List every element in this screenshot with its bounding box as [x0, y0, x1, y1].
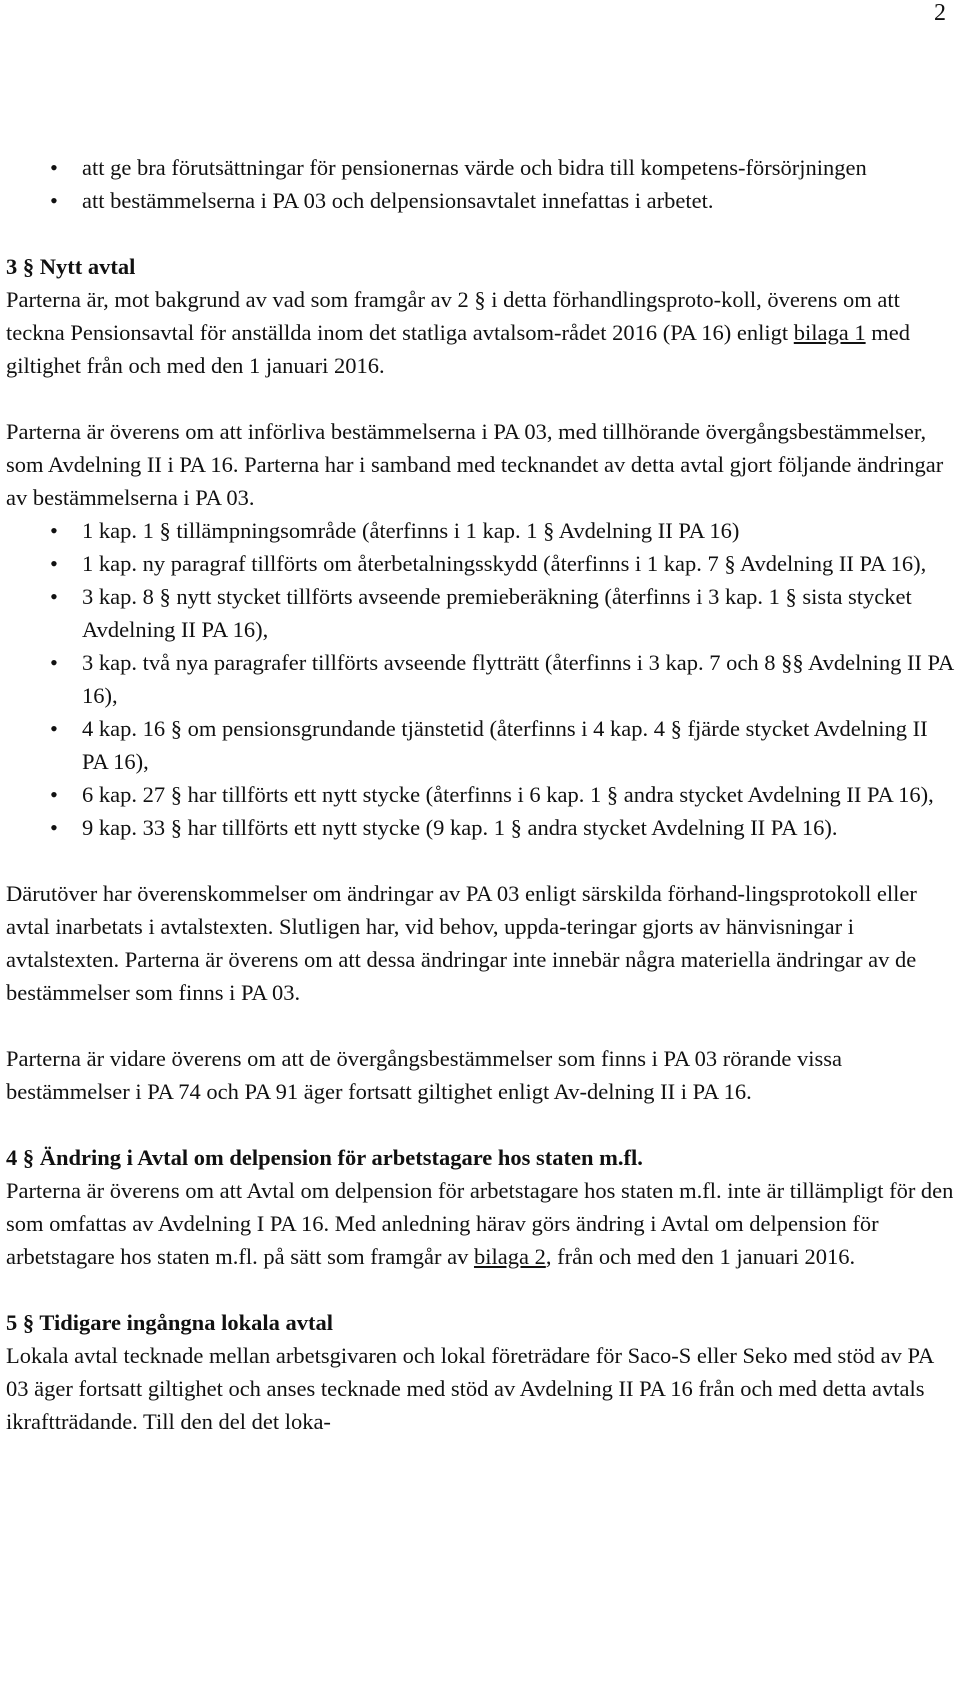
section-5-paragraph-1: Lokala avtal tecknade mellan arbetsgivaren och lokal företrädare för Saco-S eller Seko med stöd av PA 03 äger fortsatt giltighet och anses tecknade med stöd av Avdelning II PA 16 från och med detta avtals ikraftträdande. Till den del det loka- [6, 1343, 933, 1434]
section-3-paragraph-2: Parterna är överens om att införliva bestämmelserna i PA 03, med tillhörande övergångsbestämmelser, som Avdelning II i PA 16. Parterna har i samband med tecknandet av detta avtal gjort följande ändringar av bestämmelserna i PA 03. [6, 419, 944, 510]
section-3-paragraph-1: Parterna är, mot bakgrund av vad som framgår av 2 § i detta förhandlingsproto-koll, överens om att teckna Pensionsavtal för anställda inom det statliga avtalsom-rådet 2016 (PA 16) enligt bilaga 1 med giltighet från och med den 1 januari 2016. [6, 287, 910, 378]
list-item: • 1 kap. 1 § tillämpningsområde (återfinns i 1 kap. 1 § Avdelning II PA 16) [6, 514, 954, 547]
bullet-text: att bestämmelserna i PA 03 och delpensionsavtalet innefattas i arbetet. [82, 188, 714, 213]
list-item: • 3 kap. två nya paragrafer tillförts avseende flytträtt (återfinns i 3 kap. 7 och 8 §§ Avdelning II PA 16), [6, 646, 954, 712]
list-item: • 3 kap. 8 § nytt stycket tillförts avseende premieberäkning (återfinns i 3 kap. 1 § sista stycket Avdelning II PA 16), [6, 580, 954, 646]
bullet-icon: • [50, 650, 58, 675]
page-number: 2 [934, 0, 946, 26]
list-item: • 6 kap. 27 § har tillförts ett nytt stycke (återfinns i 6 kap. 1 § andra stycket Avdelning II PA 16), [6, 778, 954, 811]
section-4-paragraph-1: Parterna är överens om att Avtal om delpension för arbetstagare hos staten m.fl. inte är tillämpligt för den som omfattas av Avdelning I PA 16. Med anledning härav görs ändring i Avtal om delpension för arbetstagare hos staten m.fl. på sätt som framgår av bilaga 2, från och med den 1 januari 2016. [6, 1178, 954, 1269]
section-3-paragraph-4: Parterna är vidare överens om att de övergångsbestämmelser som finns i PA 03 rörande vissa bestämmelser i PA 74 och PA 91 äger fortsatt giltighet enligt Av-delning II i PA 16. [6, 1046, 843, 1104]
bullet-icon: • [50, 155, 58, 180]
section-3-paragraph-3: Därutöver har överenskommelser om ändringar av PA 03 enligt särskilda förhand-lingsprotokoll eller avtal inarbetats i avtalstexten. Slutligen har, vid behov, uppda-teringar gjorts av hänvisningar i avtalstexten. Parterna är överens om att dessa ändringar inte innebär några materiella ändringar av de bestämmelser som finns i PA 03. [6, 881, 917, 1005]
bullet-icon: • [50, 551, 58, 576]
section-5-heading: 5 § Tidigare ingångna lokala avtal [6, 1310, 333, 1335]
bullet-icon: • [50, 584, 58, 609]
bullet-text: att ge bra förutsättningar för pensionernas värde och bidra till kompetens-försörjningen [82, 155, 867, 180]
list-item: • 9 kap. 33 § har tillförts ett nytt stycke (9 kap. 1 § andra stycket Avdelning II PA 16). [6, 811, 954, 844]
bullet-icon: • [50, 782, 58, 807]
bullet-icon: • [50, 518, 58, 543]
bilaga-1-link[interactable]: bilaga 1 [793, 320, 866, 345]
bullet-icon: • [50, 716, 58, 741]
list-item [6, 151, 954, 184]
bilaga-2-link[interactable]: bilaga 2 [473, 1244, 546, 1269]
changes-list [6, 514, 954, 844]
section-3-heading: 3 § Nytt avtal [6, 254, 136, 279]
list-item: • 1 kap. ny paragraf tillförts om återbetalningsskydd (återfinns i 1 kap. 7 § Avdelning II PA 16), [6, 547, 954, 580]
bullet-icon: • [50, 188, 58, 213]
intro-bullet-list [6, 151, 954, 217]
document-body [6, 151, 954, 1438]
list-item: • 4 kap. 16 § om pensionsgrundande tjänstetid (återfinns i 4 kap. 4 § fjärde stycket Avdelning II PA 16), [6, 712, 954, 778]
list-item [6, 184, 954, 217]
section-4-heading: 4 § Ändring i Avtal om delpension för arbetstagare hos staten m.fl. [6, 1145, 643, 1170]
bullet-icon: • [50, 815, 58, 840]
